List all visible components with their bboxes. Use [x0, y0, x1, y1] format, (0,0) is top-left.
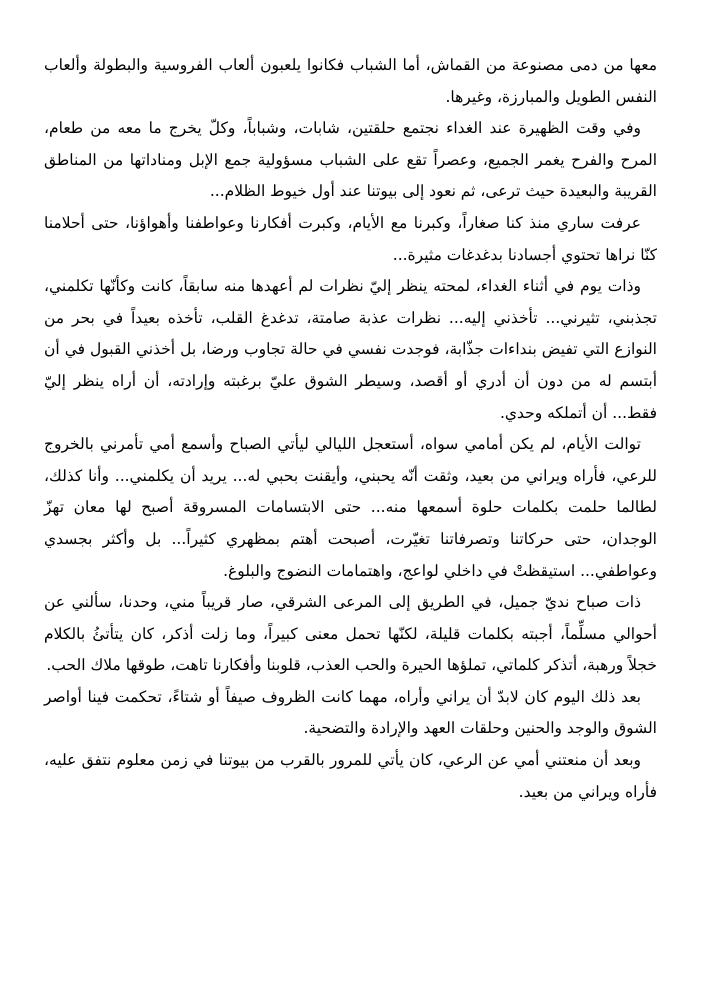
paragraph-7: بعد ذلك اليوم كان لابدّ أن يراني وأراه، مهما كانت الظروف صيفاً أو شتاءً، تحكمت فينا أواصر الشوق والوجد والحنين وحلقات العهد والإرادة والتضحية. [44, 687, 657, 738]
paragraph-6: ذات صباح نديّ جميل، في الطريق إلى المرعى الشرقي، صار قريباً مني، وحدنا، سألني عن أحوالي مسلِّماً، أجبته بكلمات قليلة، لكنّها تحمل معنى كبيراً، وما زلت أذكر، كان يتأتئُ بالكلام خجلاً ورهبة، أتذكر كلماتي، تملؤها الحيرة والحب العذب، قلوبنا وأفكارنا تاهت، طوقها ملاك الحب. [44, 593, 657, 675]
paragraph-3: عرفت ساري منذ كنا صغاراً، وكبرنا مع الأيام، وكبرت أفكارنا وعواطفنا وأهواؤنا، حتى أحلامنا كنّا نراها تحتوي أجسادنا بدغدغات مثيرة... [44, 213, 657, 264]
paragraph-1: معها من دمى مصنوعة من القماش، أما الشباب فكانوا يلعبون ألعاب الفروسية والبطولة وألعاب النفس الطويل والمبارزة، وغيرها. [44, 56, 657, 106]
paragraph-8: وبعد أن منعتني أمي عن الرعي، كان يأتي للمرور بالقرب من بيوتنا في زمن معلوم نتفق عليه، فأراه ويراني من بعيد. [44, 751, 657, 801]
paragraph-2: وفي وقت الظهيرة عند الغداء نجتمع حلقتين، شابات، وشباباً، وكلّ يخرج ما معه من طعام، المرح والفرح يغمر الجميع، وعصراً تقع على الشباب مسؤولية جمع الإبل ومناداتها من المناطق القريبة والبعيدة حيث ترعى، ثم نعود إلى بيوتنا عند أول خيوط الظلام... [44, 119, 657, 201]
paragraph-4: وذات يوم في أثناء الغداء، لمحته ينظر إليّ نظرات لم أعهدها منه سابقاً، كانت وكأنّها تكلمني، تجذبني، تثيرني... تأخذني إليه... نظرات عذبة صامتة، تدغدغ القلب، تأخذه بعيداً في بحر من النوازع التي تفيض بنداءات جذّابة، فوجدت نفسي في حالة تجاوب ورضا، بل أخذني القبول في أن أبتسم له من دون أن أدري أو أقصد، وسيطر الشوق عليّ برغبته وإرادته، أن أراه ينظر إليّ فقط... أن أتملكه وحدي. [44, 277, 657, 422]
paragraph-5: توالت الأيام، لم يكن أمامي سواه، أستعجل الليالي ليأتي الصباح وأسمع أمي تأمرني بالخروج للرعي، فأراه ويراني من بعيد، وثقت أنّه يحبني، وأيقنت بحبي له... يريد أن يكلمني... وأنا كذلك، لطالما حلمت بكلمات حلوة أسمعها منه... حتى الابتسامات المسروقة أصبح لها معان تهزّ الوجدان، حتى حركاتنا وتصرفاتنا تغيّرت، أصبحت أهتم بمظهري كثيراً... بل وأكثر بجسدي وعواطفي... استيقظتْ في داخلي لواعج، واهتمامات النضوج والبلوغ. [44, 435, 657, 580]
